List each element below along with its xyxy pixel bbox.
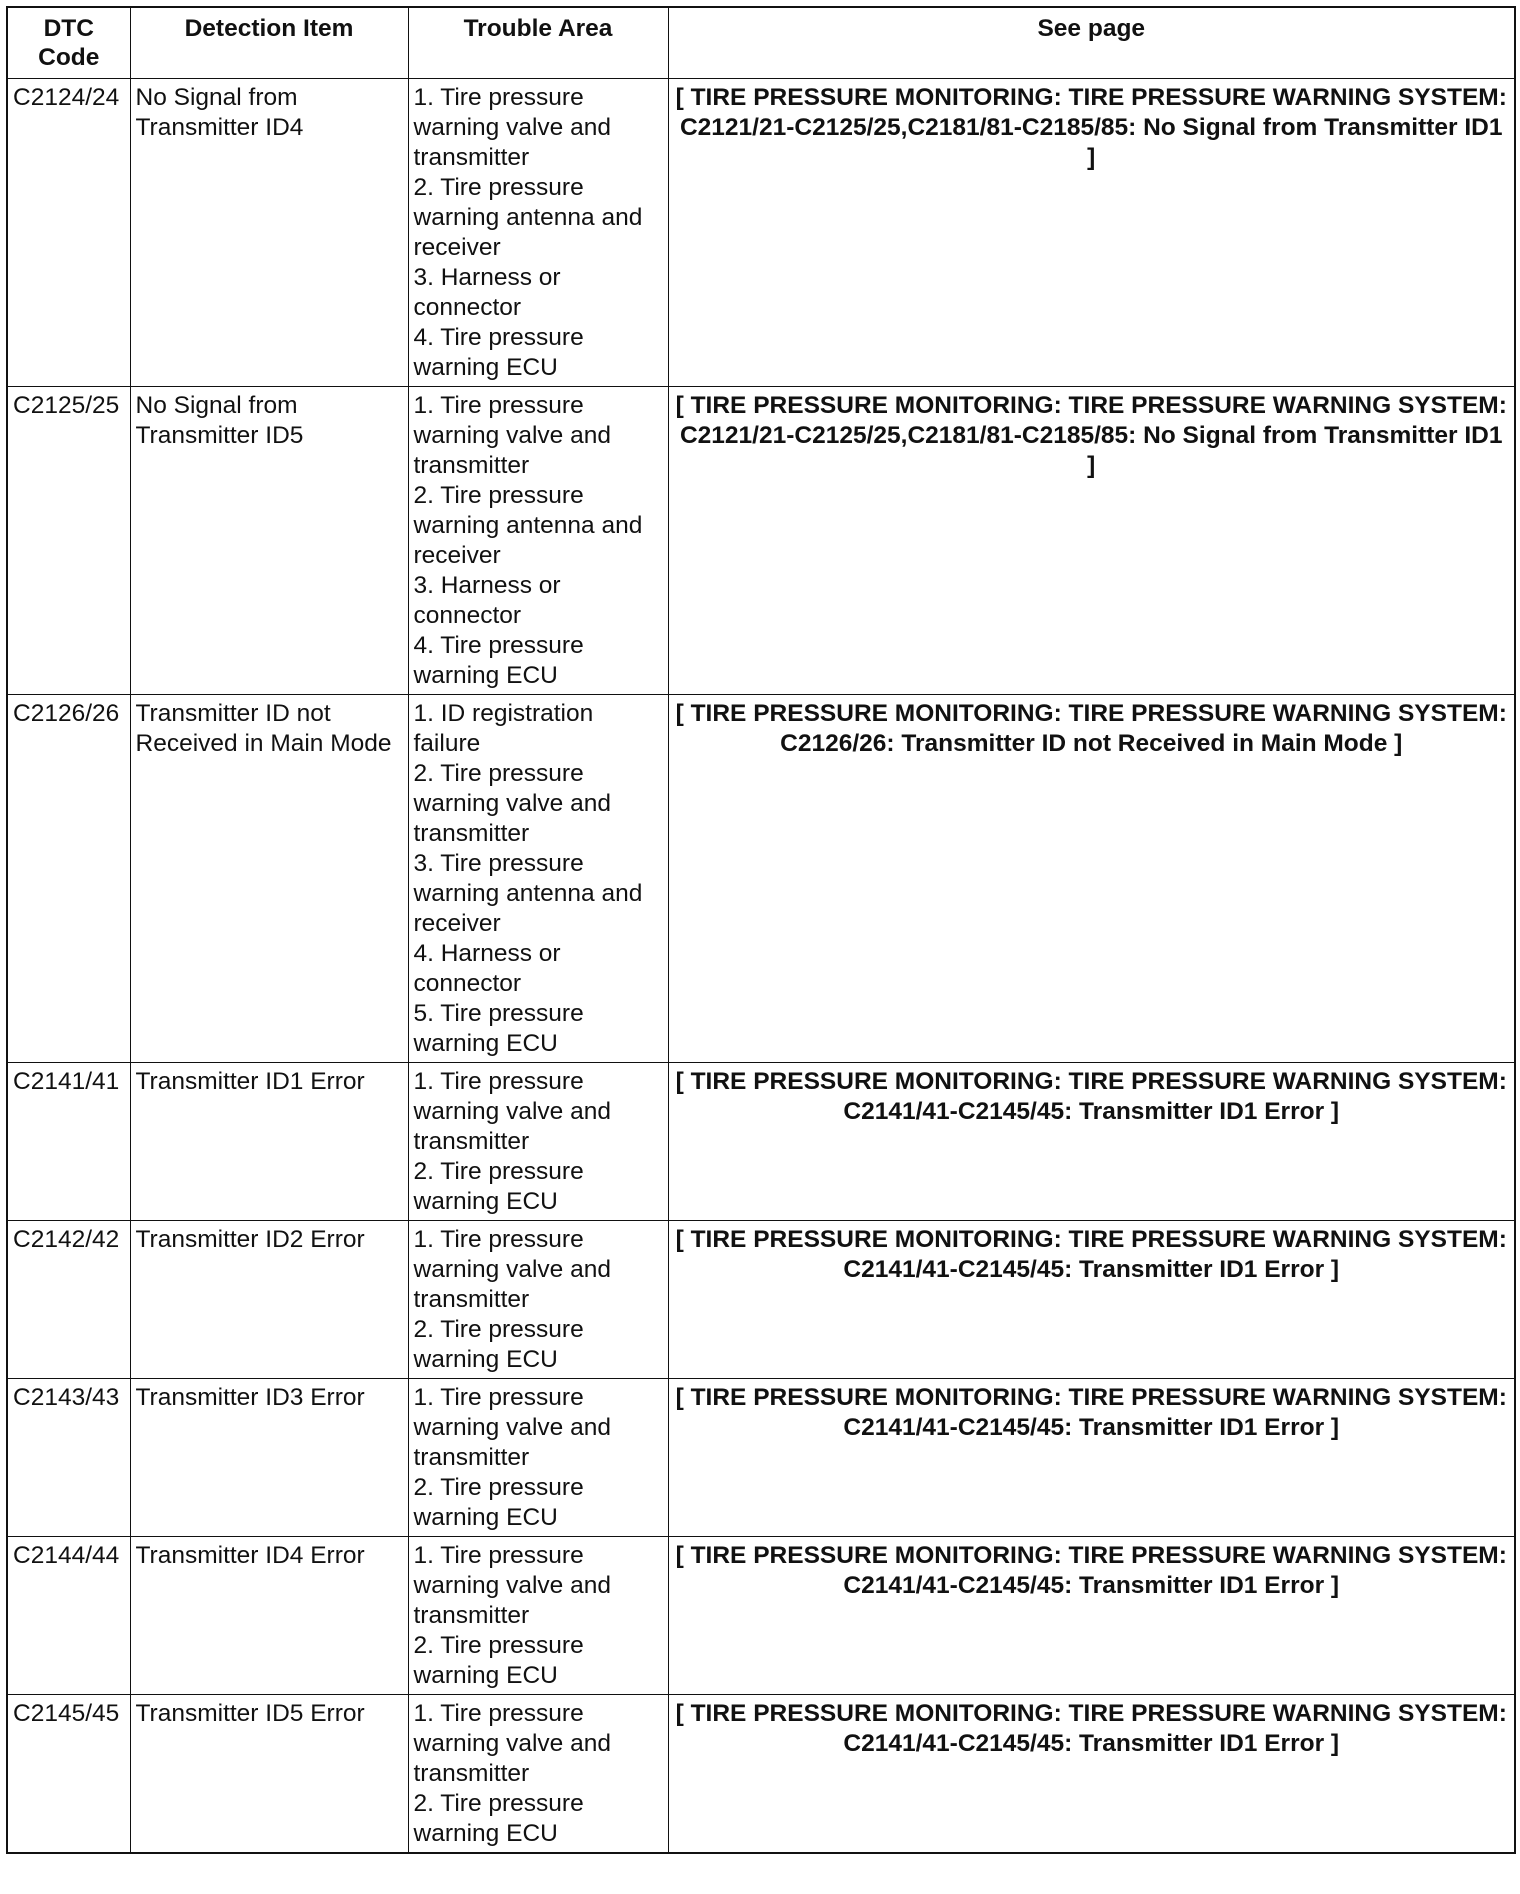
see-page-link[interactable]: [ TIRE PRESSURE MONITORING: TIRE PRESSURE WARNING SYSTEM: C2141/41-C2145/45: Transmitter ID1 Error ] <box>668 1379 1515 1537</box>
dtc-code-cell: C2143/43 <box>7 1379 130 1537</box>
table-row <box>7 1221 1515 1379</box>
trouble-area-cell <box>408 1221 668 1379</box>
trouble-area-line: 1. Tire pressure warning valve and transmitter <box>413 392 611 479</box>
trouble-area-line: 1. ID registration failure <box>413 700 594 757</box>
table-row <box>7 387 1515 695</box>
detection-item-cell: Transmitter ID not Received in Main Mode <box>130 695 408 1063</box>
see-page-link[interactable]: [ TIRE PRESSURE MONITORING: TIRE PRESSURE WARNING SYSTEM: C2126/26: Transmitter ID not Received in Main Mode ] <box>668 695 1515 1063</box>
table-body <box>7 79 1515 1854</box>
table-row <box>7 1695 1515 1854</box>
detection-item-cell: Transmitter ID1 Error <box>130 1063 408 1221</box>
trouble-area-line: 2. Tire pressure warning valve and transmitter <box>413 760 611 847</box>
trouble-area-line: 4. Tire pressure warning ECU <box>413 324 584 381</box>
detection-item-cell: Transmitter ID3 Error <box>130 1379 408 1537</box>
trouble-area-line: 1. Tire pressure warning valve and transmitter <box>413 1384 611 1471</box>
table-row <box>7 1537 1515 1695</box>
detection-item-cell: Transmitter ID4 Error <box>130 1537 408 1695</box>
trouble-area-line: 4. Harness or connector <box>413 940 561 997</box>
table-row <box>7 1379 1515 1537</box>
trouble-area-line: 1. Tire pressure warning valve and transmitter <box>413 84 611 171</box>
trouble-area-line: 2. Tire pressure warning antenna and receiver <box>413 174 643 261</box>
trouble-area-cell <box>408 1379 668 1537</box>
trouble-area-line: 2. Tire pressure warning ECU <box>413 1790 584 1847</box>
trouble-area-line: 2. Tire pressure warning ECU <box>413 1632 584 1689</box>
dtc-code-cell: C2144/44 <box>7 1537 130 1695</box>
dtc-code-cell: C2142/42 <box>7 1221 130 1379</box>
table-row <box>7 1063 1515 1221</box>
trouble-area-line: 4. Tire pressure warning ECU <box>413 632 584 689</box>
see-page-link[interactable]: [ TIRE PRESSURE MONITORING: TIRE PRESSURE WARNING SYSTEM: C2141/41-C2145/45: Transmitter ID1 Error ] <box>668 1221 1515 1379</box>
trouble-area-line: 5. Tire pressure warning ECU <box>413 1000 584 1057</box>
header-trouble-area: Trouble Area <box>408 7 668 79</box>
trouble-area-line: 3. Tire pressure warning antenna and receiver <box>413 850 643 937</box>
see-page-link[interactable]: [ TIRE PRESSURE MONITORING: TIRE PRESSURE WARNING SYSTEM: C2121/21-C2125/25,C2181/81-C2185/85: No Signal from Transmitter ID1 ] <box>668 79 1515 387</box>
see-page-link[interactable]: [ TIRE PRESSURE MONITORING: TIRE PRESSURE WARNING SYSTEM: C2121/21-C2125/25,C2181/81-C2185/85: No Signal from Transmitter ID1 ] <box>668 387 1515 695</box>
trouble-area-line: 2. Tire pressure warning ECU <box>413 1158 584 1215</box>
dtc-code-cell: C2124/24 <box>7 79 130 387</box>
trouble-area-line: 3. Harness or connector <box>413 264 561 321</box>
see-page-link[interactable]: [ TIRE PRESSURE MONITORING: TIRE PRESSURE WARNING SYSTEM: C2141/41-C2145/45: Transmitter ID1 Error ] <box>668 1537 1515 1695</box>
dtc-code-cell: C2126/26 <box>7 695 130 1063</box>
trouble-area-cell <box>408 695 668 1063</box>
see-page-link[interactable]: [ TIRE PRESSURE MONITORING: TIRE PRESSURE WARNING SYSTEM: C2141/41-C2145/45: Transmitter ID1 Error ] <box>668 1063 1515 1221</box>
dtc-code-cell: C2141/41 <box>7 1063 130 1221</box>
table-row <box>7 79 1515 387</box>
trouble-area-line: 2. Tire pressure warning ECU <box>413 1316 584 1373</box>
trouble-area-cell <box>408 387 668 695</box>
table-row <box>7 695 1515 1063</box>
trouble-area-cell <box>408 1063 668 1221</box>
detection-item-cell: Transmitter ID2 Error <box>130 1221 408 1379</box>
header-see-page: See page <box>668 7 1515 79</box>
trouble-area-cell <box>408 1537 668 1695</box>
detection-item-cell: Transmitter ID5 Error <box>130 1695 408 1854</box>
table-header-row <box>7 7 1515 79</box>
trouble-area-line: 1. Tire pressure warning valve and transmitter <box>413 1068 611 1155</box>
trouble-area-line: 3. Harness or connector <box>413 572 561 629</box>
trouble-area-line: 1. Tire pressure warning valve and transmitter <box>413 1700 611 1787</box>
see-page-link[interactable]: [ TIRE PRESSURE MONITORING: TIRE PRESSURE WARNING SYSTEM: C2141/41-C2145/45: Transmitter ID1 Error ] <box>668 1695 1515 1854</box>
trouble-area-line: 2. Tire pressure warning ECU <box>413 1474 584 1531</box>
detection-item-cell: No Signal from Transmitter ID4 <box>130 79 408 387</box>
trouble-area-line: 1. Tire pressure warning valve and transmitter <box>413 1542 611 1629</box>
dtc-code-cell: C2145/45 <box>7 1695 130 1854</box>
header-dtc-code: DTC Code <box>7 7 130 79</box>
header-detection-item: Detection Item <box>130 7 408 79</box>
dtc-code-cell: C2125/25 <box>7 387 130 695</box>
trouble-area-cell <box>408 1695 668 1854</box>
trouble-area-cell <box>408 79 668 387</box>
trouble-area-line: 1. Tire pressure warning valve and transmitter <box>413 1226 611 1313</box>
trouble-area-line: 2. Tire pressure warning antenna and receiver <box>413 482 643 569</box>
dtc-table <box>6 6 1516 1854</box>
detection-item-cell: No Signal from Transmitter ID5 <box>130 387 408 695</box>
